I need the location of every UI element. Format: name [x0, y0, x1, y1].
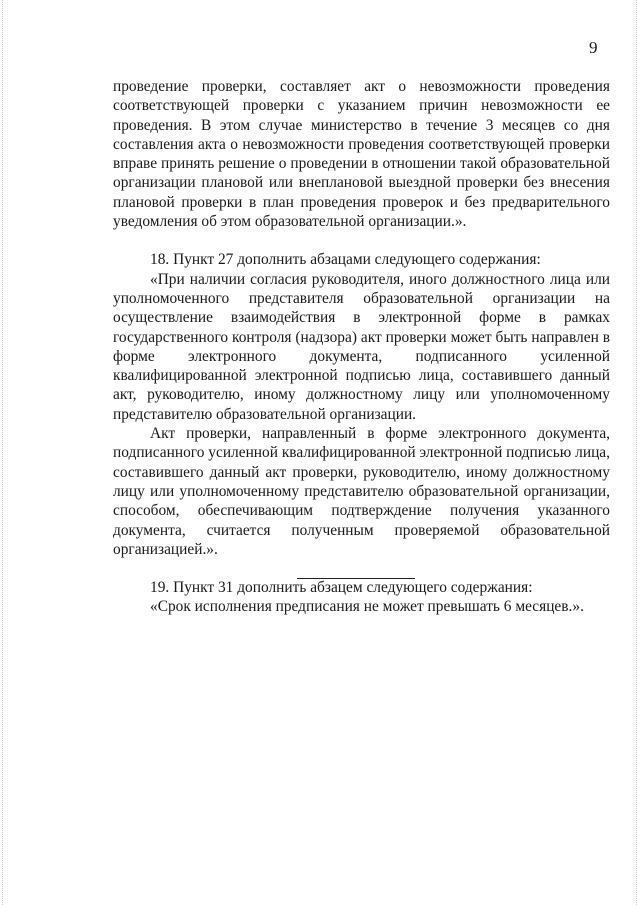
paragraph-item-18-quote-1: «При наличии согласия руководителя, иного должностного лица или уполномоченного представителя образовательной организации на осуществление взаимодействия в электронной форме в рамках государственного контроля (надзора) акт проверки может быть направлен в форме электронного документа, подписанного усиленной квалифицированной электронной подписью лица, составившего данный акт, руководителю, иному должностному лицу или уполномоченному представителю образовательной организации.	[113, 270, 610, 423]
scan-edge-right	[636, 0, 637, 905]
paragraph-item-18-quote-2: Акт проверки, направленный в форме электронного документа, подписанного усиленной квалифицированной электронной подписью лица, составившего данный акт проверки, руководителю, иному должностному лицу или уполномоченному представителю образовательной организации, способом, обеспечивающим подтверждение получения указанного документа, считается полученным проверяемой образовательной организацией.».	[113, 425, 610, 558]
paragraph-item-19: 19. Пункт 31 дополнить абзацем следующего содержания:	[150, 579, 533, 597]
scan-edge-left	[2, 0, 3, 905]
paragraph-item-18: 18. Пункт 27 дополнить абзацами следующего содержания:	[150, 251, 541, 269]
document-body	[113, 77, 610, 617]
paragraph-item-19-quote: «Срок исполнения предписания не может превышать 6 месяцев.».	[150, 598, 584, 616]
closing-divider-line	[297, 578, 415, 579]
page-number: 9	[589, 38, 598, 57]
paragraph-continuation: проведение проверки, составляет акт о невозможности проведения соответствующей проверки с указанием причин невозможности ее проведения. В этом случае министерство в течение 3 месяцев со дня составления акта о невозможности проведения соответствующей проверки вправе принять решение о проведении в отношении такой образовательной организации плановой или внеплановой выездной проверки без внесения плановой проверки в план проведения проверок и без предварительного уведомления об этом образовательной организации.».	[113, 78, 610, 231]
